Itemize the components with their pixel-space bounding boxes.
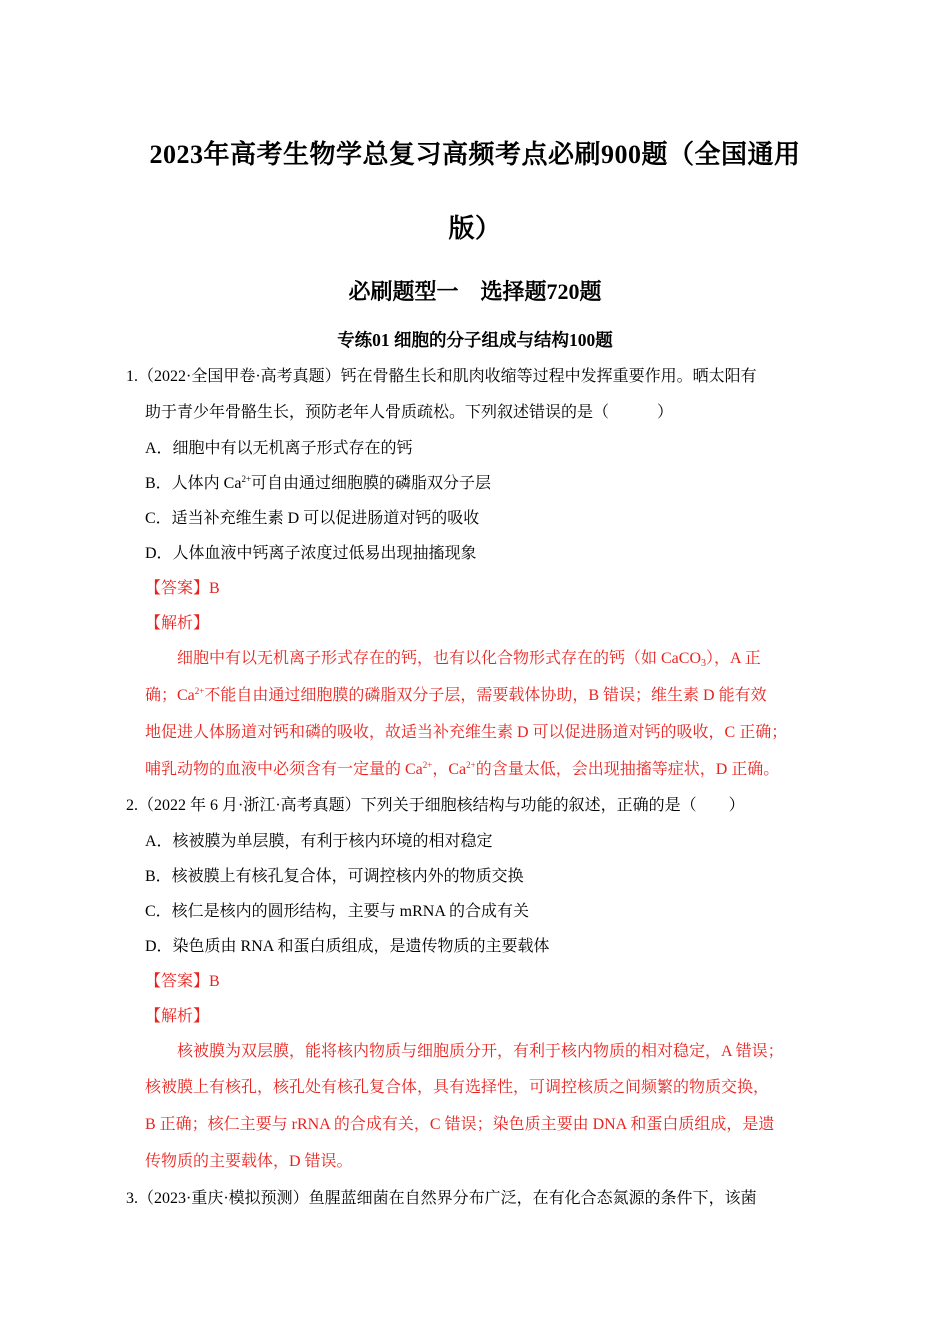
question-1-option-b: B．人体内 $Ca^{2+}$可自由通过细胞膜的磷脂双分子层: [145, 474, 492, 492]
question-1-option-d: D．人体血液中钙离子浓度过低易出现抽搐现象: [145, 545, 477, 562]
question-1-explanation-line-1: 细胞中有以无机离子形式存在的钙，也有以化合物形式存在的钙（如 CaCO$_3$），A 正: [177, 650, 761, 669]
question-2-option-a: A．核被膜为单层膜，有利于核内环境的相对稳定: [145, 833, 493, 850]
question-2-stem: 2.（2022 年 6 月·浙江·高考真题）下列关于细胞核结构与功能的叙述，正确的是（ ）: [126, 797, 745, 814]
question-1-explanation-line-3: 地促进人体肠道对钙和磷的吸收，故适当补充维生素 D 可以促进肠道对钙的吸收，C 正确；: [145, 724, 788, 741]
document-title-line-2: 版）: [448, 214, 502, 243]
question-1-explanation-line-2: 确；$Ca^{2+}$不能自由通过细胞膜的磷脂双分子层，需要载体协助，B 错误；维生素 D 能有效: [145, 686, 767, 704]
question-2-explanation-line-1: 核被膜为双层膜，能将核内物质与细胞质分开，有利于核内物质的相对稳定，A 错误；: [177, 1043, 784, 1060]
question-2-option-b: B．核被膜上有核孔复合体，可调控核内外的物质交换: [145, 868, 524, 885]
question-2-option-c: C．核仁是核内的圆形结构，主要与 mRNA 的合成有关: [145, 903, 530, 920]
document-title-line-1: 2023年高考生物学总复习高频考点必刷900题（全国通用: [149, 140, 801, 169]
question-2-answer: 【答案】B: [145, 973, 220, 990]
question-2-option-d: D．染色质由 RNA 和蛋白质组成，是遗传物质的主要载体: [145, 938, 550, 955]
question-1-explanation-line-4: 哺乳动物的血液中必须含有一定量的 $Ca^{2+}$，$Ca^{2+}$的含量太低，会出现抽搐等症状，D 正确。: [145, 760, 780, 778]
section-title: 必刷题型一 选择题720题: [348, 279, 602, 304]
question-1-answer: 【答案】B: [145, 580, 220, 597]
subsection-title: 专练01 细胞的分子组成与结构100题: [337, 330, 613, 350]
question-1-option-c: C．适当补充维生素 D 可以促进肠道对钙的吸收: [145, 510, 480, 527]
question-1-stem-line-1: 1.（2022·全国甲卷·高考真题）钙在骨骼生长和肌肉收缩等过程中发挥重要作用。晒太阳有: [126, 368, 757, 385]
question-2-explanation-line-2: 核被膜上有核孔，核孔处有核孔复合体，具有选择性，可调控核质之间频繁的物质交换，: [145, 1079, 770, 1096]
question-1-stem-line-2: 助于青少年骨骼生长，预防老年人骨质疏松。下列叙述错误的是（ ）: [145, 404, 674, 421]
question-2-explanation-line-3: B 正确；核仁主要与 rRNA 的合成有关，C 错误；染色质主要由 DNA 和蛋白质组成，是遗: [145, 1116, 775, 1133]
question-3-stem-line-1: 3.（2023·重庆·模拟预测）鱼腥蓝细菌在自然界分布广泛，在有化合态氮源的条件下，该菌: [126, 1190, 757, 1207]
question-1-analysis-label: 【解析】: [145, 615, 210, 632]
question-1-option-a: A．细胞中有以无机离子形式存在的钙: [145, 440, 413, 457]
question-2-explanation-line-4: 传物质的主要载体，D 错误。: [145, 1153, 353, 1170]
question-2-analysis-label: 【解析】: [145, 1008, 210, 1025]
